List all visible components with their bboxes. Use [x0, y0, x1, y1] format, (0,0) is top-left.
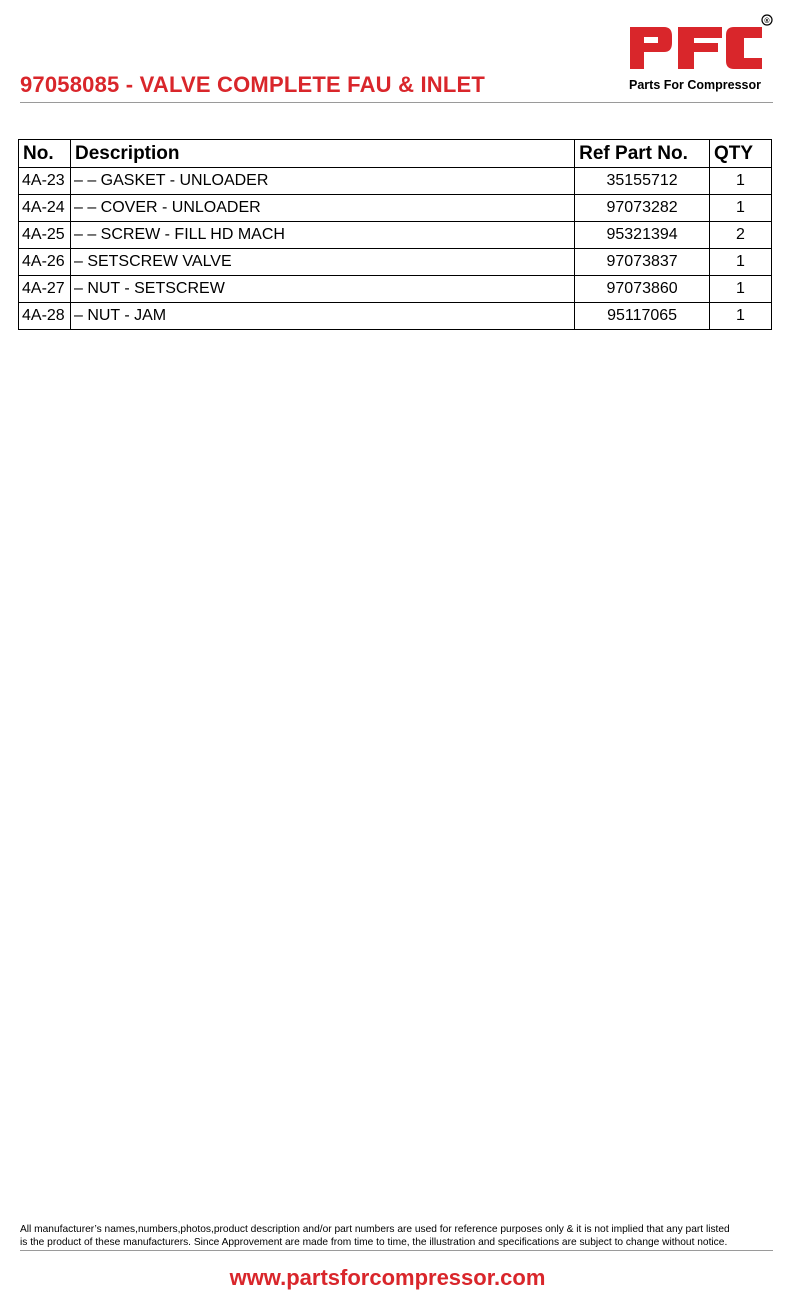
cell-description: – NUT - JAM: [70, 303, 574, 330]
website-link[interactable]: www.partsforcompressor.com: [229, 1265, 546, 1290]
cell-ref-part-no: 35155712: [575, 168, 710, 195]
cell-ref-part-no: 97073860: [575, 276, 710, 303]
table-row: [19, 276, 772, 303]
cell-qty: 1: [710, 276, 772, 303]
table-row: [19, 249, 772, 276]
cell-qty: 1: [710, 249, 772, 276]
cell-no: 4A-24: [19, 195, 71, 222]
column-header-ref-part-no: Ref Part No.: [575, 140, 710, 168]
table-row: [19, 195, 772, 222]
cell-description: – SETSCREW VALVE: [70, 249, 574, 276]
disclaimer-line-1: All manufacturer’s names,numbers,photos,product description and/or part numbers are used for reference purposes only & it is not implied that any part listed: [20, 1224, 730, 1235]
cell-no: 4A-25: [19, 222, 71, 249]
table-row: [19, 303, 772, 330]
cell-description: – – GASKET - UNLOADER: [70, 168, 574, 195]
cell-description: – – COVER - UNLOADER: [70, 195, 574, 222]
page-title: 97058085 - VALVE COMPLETE FAU & INLET: [20, 72, 486, 97]
pfc-logo-mark: [626, 12, 776, 74]
header-divider: [20, 102, 773, 103]
column-header-qty: QTY: [710, 140, 772, 168]
cell-no: 4A-23: [19, 168, 71, 195]
footer-divider: [20, 1250, 773, 1251]
cell-description: – – SCREW - FILL HD MACH: [70, 222, 574, 249]
cell-ref-part-no: 97073837: [575, 249, 710, 276]
cell-no: 4A-28: [19, 303, 71, 330]
cell-description: – NUT - SETSCREW: [70, 276, 574, 303]
cell-qty: 2: [710, 222, 772, 249]
column-header-description: Description: [70, 140, 574, 168]
cell-ref-part-no: 95321394: [575, 222, 710, 249]
pfc-logo: [626, 12, 776, 97]
cell-ref-part-no: 95117065: [575, 303, 710, 330]
column-header-no: No.: [19, 140, 71, 168]
cell-no: 4A-27: [19, 276, 71, 303]
disclaimer: [20, 1223, 780, 1249]
table-row: [19, 168, 772, 195]
table-row: [19, 222, 772, 249]
parts-table: [18, 139, 772, 330]
table-header-row: [19, 140, 772, 168]
disclaimer-line-2: is the product of these manufacturers. Since Approvement are made from time to time, the illustration and specifications are subject to change without notice.: [20, 1237, 728, 1248]
cell-qty: 1: [710, 303, 772, 330]
cell-no: 4A-26: [19, 249, 71, 276]
cell-qty: 1: [710, 195, 772, 222]
cell-qty: 1: [710, 168, 772, 195]
brand-tagline: Parts For Compressor: [629, 78, 761, 92]
registered-mark: ®: [764, 18, 770, 25]
cell-ref-part-no: 97073282: [575, 195, 710, 222]
